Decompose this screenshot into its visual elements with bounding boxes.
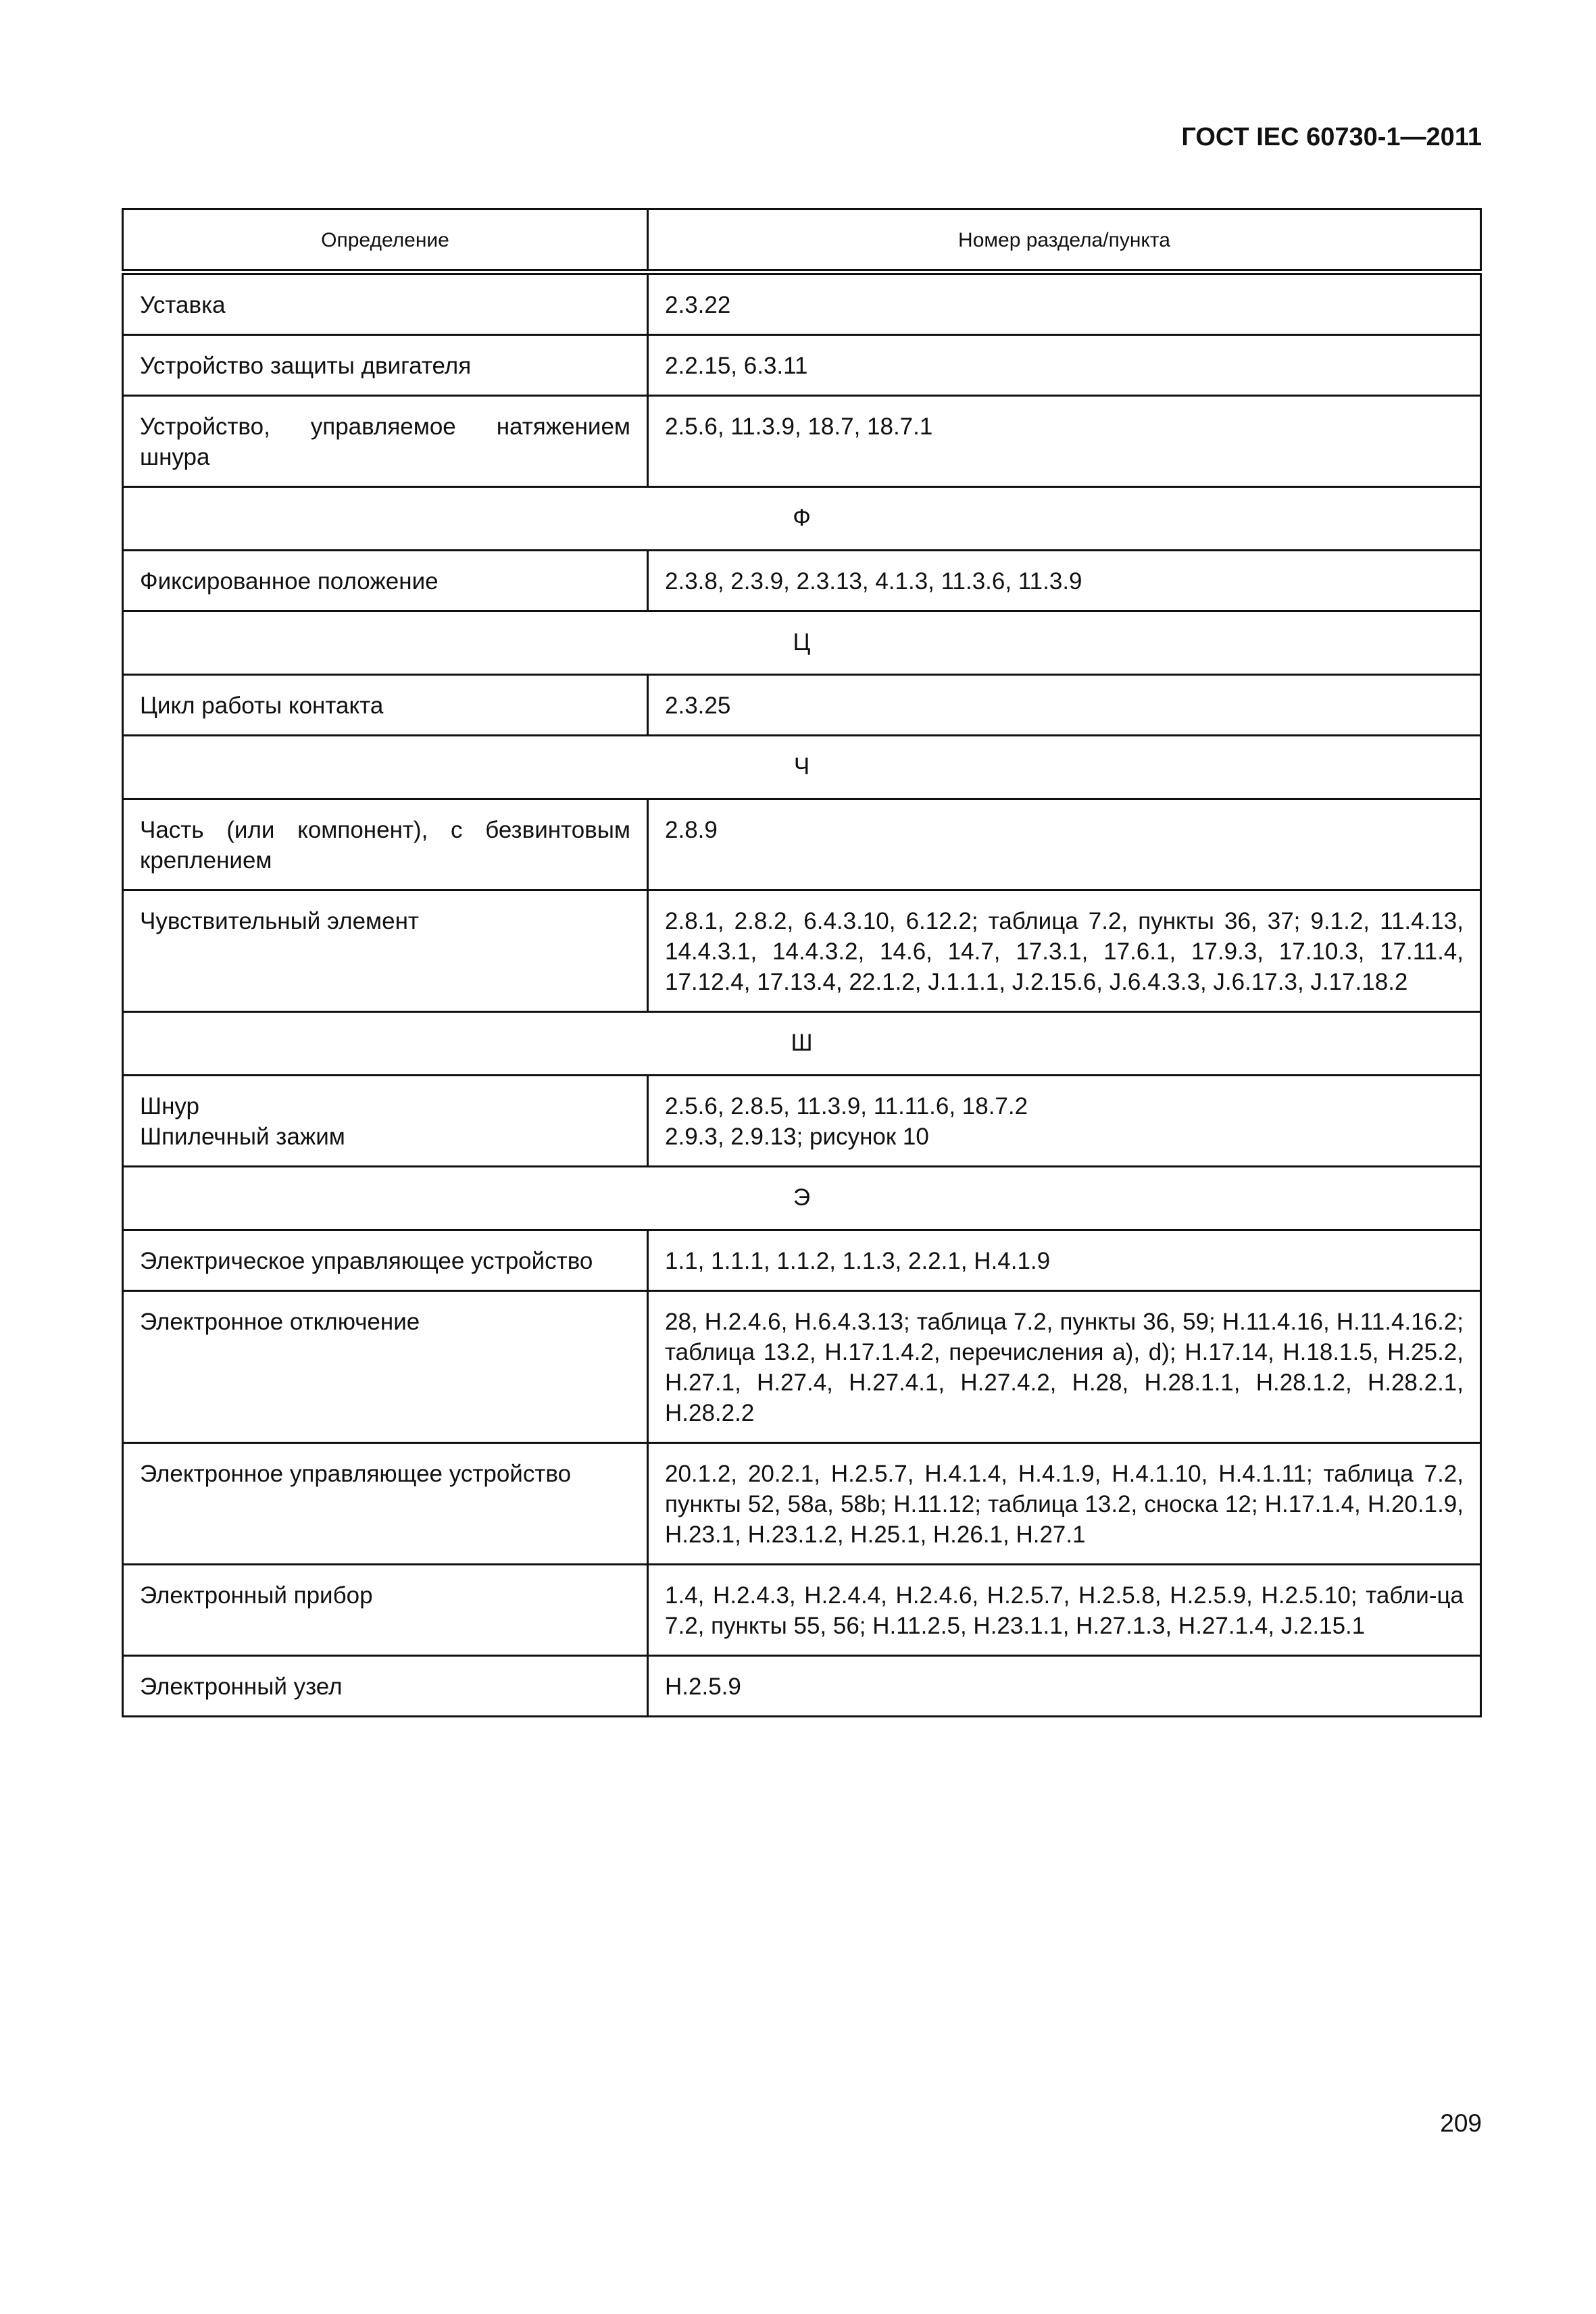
table-row [123,551,1481,611]
term-cell: Часть (или компонент), с безвинтовым креплением [123,799,648,890]
term-cell: Устройство, управляемое натяжением шнура [123,396,648,487]
table-row [123,396,1481,487]
term-line: Шнур [140,1093,199,1120]
table-row [123,335,1481,396]
refs-cell: 28, H.2.4.6, H.6.4.3.13; таблица 7.2, пункты 36, 59; H.11.4.16, H.11.4.16.2; таблица 13.2, H.17.1.4.2, перечисления a), d); H.17.14, H.18.1.5, H.25.2, H.27.1, H.27.4, H.27.4.1, H.27.4.2, H.28, H.28.1.1, H.28.1.2, H.28.2.1, H.28.2.2 [648,1291,1481,1443]
table-row [123,675,1481,736]
letter-section-row [123,1012,1481,1076]
refs-cell: 2.2.15, 6.3.11 [648,335,1481,396]
section-letter: Ш [123,1012,1481,1076]
column-header-definition: Определение [123,209,648,272]
alphabetical-index-table [122,208,1482,1717]
refs-cell: 20.1.2, 20.2.1, H.2.5.7, H.4.1.4, H.4.1.9, H.4.1.10, H.4.1.11; таблица 7.2, пункты 52, 58a, 58b; H.11.12; таблица 13.2, сноска 12; H.17.1.4, H.20.1.9, H.23.1, H.23.1.2, H.25.1, H.26.1, H.27.1 [648,1443,1481,1565]
refs-cell: 2.8.1, 2.8.2, 6.4.3.10, 6.12.2; таблица 7.2, пункты 36, 37; 9.1.2, 11.4.13, 14.4.3.1, 14.4.3.2, 14.6, 14.7, 17.3.1, 17.6.1, 17.9.3, 17.10.3, 17.11.4, 17.12.4, 17.13.4, 22.1.2, J.1.1.1, J.2.15.6, J.6.4.3.3, J.6.17.3, J.17.18.2 [648,890,1481,1012]
term-cell: Электрическое управляющее устройство [123,1230,648,1291]
term-cell: Цикл работы контакта [123,675,648,736]
table-row [123,799,1481,890]
letter-section-row [123,1167,1481,1230]
document-code: ГОСТ IEC 60730-1—2011 [1181,123,1482,151]
table-row [123,890,1481,1012]
term-cell: Электронное отключение [123,1291,648,1443]
term-cell: Чувствительный элемент [123,890,648,1012]
table-row [123,1443,1481,1565]
section-letter: Ф [123,487,1481,551]
refs-cell: 2.3.25 [648,675,1481,736]
letter-section-row [123,736,1481,799]
refs-cell [648,1076,1481,1167]
refs-cell: 2.8.9 [648,799,1481,890]
term-cell: Фиксированное положение [123,551,648,611]
refs-cell: 1.1, 1.1.1, 1.1.2, 1.1.3, 2.2.1, H.4.1.9 [648,1230,1481,1291]
refs-line: 2.5.6, 2.8.5, 11.3.9, 11.11.6, 18.7.2 [665,1093,1028,1120]
refs-cell: H.2.5.9 [648,1656,1481,1717]
section-letter: Ц [123,611,1481,675]
letter-section-row [123,611,1481,675]
page-number: 209 [1440,2109,1482,2137]
term-cell: Электронный прибор [123,1565,648,1656]
table-row [123,1656,1481,1717]
letter-section-row [123,487,1481,551]
section-letter: Э [123,1167,1481,1230]
table-row [123,1230,1481,1291]
term-cell: Электронное управляющее устройство [123,1443,648,1565]
section-letter: Ч [123,736,1481,799]
table-header-row [123,209,1481,272]
table-row [123,1565,1481,1656]
refs-cell: 2.3.22 [648,272,1481,335]
refs-line: 2.9.3, 2.9.13; рисунок 10 [665,1124,929,1150]
term-cell [123,1076,648,1167]
refs-cell: 2.5.6, 11.3.9, 18.7, 18.7.1 [648,396,1481,487]
table-row [123,1291,1481,1443]
column-header-section-number: Номер раздела/пункта [648,209,1481,272]
term-cell: Устройство защиты двигателя [123,335,648,396]
term-line: Шпилечный зажим [140,1124,345,1150]
table-row [123,1076,1481,1167]
refs-cell: 1.4, H.2.4.3, H.2.4.4, H.2.4.6, H.2.5.7, H.2.5.8, H.2.5.9, H.2.5.10; табли-ца 7.2, пункты 55, 56; H.11.2.5, H.23.1.1, H.27.1.3, H.27.1.4, J.2.15.1 [648,1565,1481,1656]
table-row [123,272,1481,335]
term-cell: Электронный узел [123,1656,648,1717]
refs-cell: 2.3.8, 2.3.9, 2.3.13, 4.1.3, 11.3.6, 11.3.9 [648,551,1481,611]
term-cell: Уставка [123,272,648,335]
